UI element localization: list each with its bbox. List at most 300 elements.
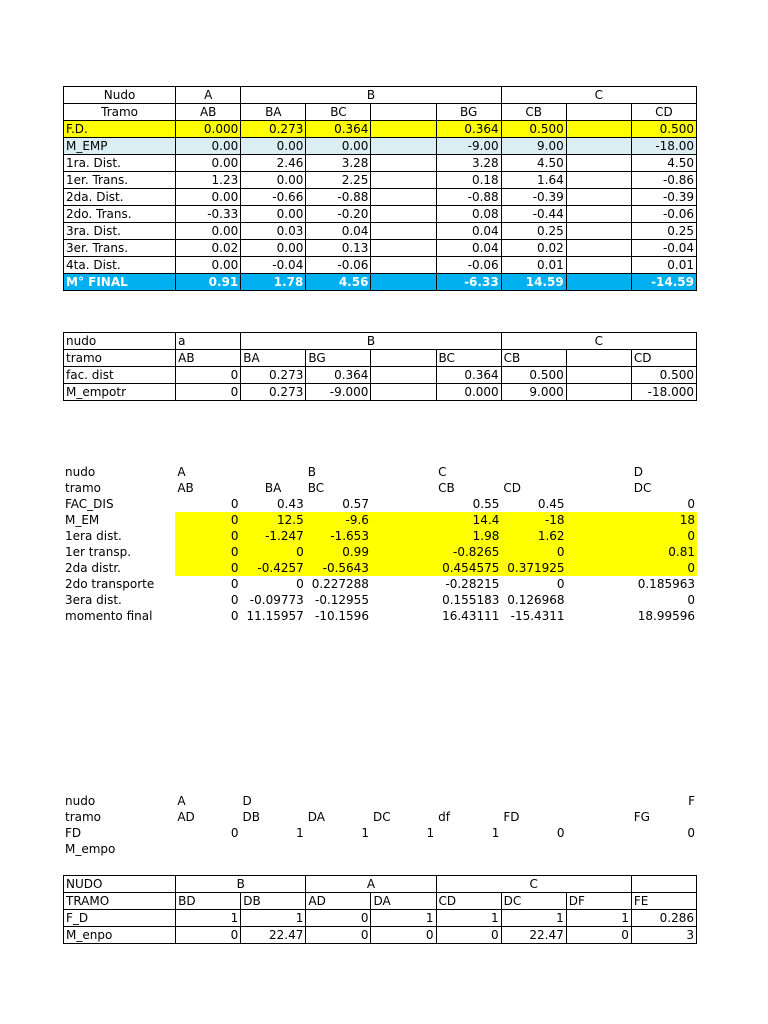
- cell: [566, 206, 631, 223]
- cell: [567, 496, 632, 512]
- cell: -18: [501, 512, 566, 528]
- cell: 1: [501, 910, 566, 927]
- cell: BD: [176, 893, 241, 910]
- cell: 0: [306, 910, 371, 927]
- cell: 0.273: [241, 367, 306, 384]
- table3-row: [63, 544, 697, 560]
- cell: 0.155183: [442, 592, 500, 607]
- cell: nudo: [64, 333, 176, 350]
- cell: -0.06: [436, 257, 501, 274]
- cell: 3.28: [306, 155, 371, 172]
- cell: Tramo: [64, 104, 176, 121]
- cell: 0.000: [436, 384, 501, 401]
- row-label: tramo: [65, 809, 102, 824]
- cell: [566, 223, 631, 240]
- cell: [371, 240, 436, 257]
- cell: 18: [632, 512, 697, 528]
- cell: [436, 841, 501, 857]
- cell: 1: [361, 825, 369, 840]
- cell: 0.364: [306, 367, 371, 384]
- cell: 1.78: [241, 274, 306, 291]
- distribution-table-3: [63, 464, 697, 624]
- cell: -18.000: [631, 384, 696, 401]
- cell: CD: [631, 104, 696, 121]
- table3-row: [63, 496, 697, 512]
- cell: 0: [632, 560, 697, 576]
- cell: [306, 841, 371, 857]
- table2-header-row: [64, 333, 697, 350]
- cell: 0.01: [501, 257, 566, 274]
- row-label: FD: [65, 825, 82, 840]
- cell: 0.25: [501, 223, 566, 240]
- cell: A: [177, 464, 186, 479]
- cell: -0.44: [501, 206, 566, 223]
- cell: 0.55: [472, 496, 500, 511]
- cell: [566, 155, 631, 172]
- cell: 0: [175, 528, 240, 544]
- cell: DA: [371, 893, 436, 910]
- cell: [566, 138, 631, 155]
- cell: 1: [241, 910, 306, 927]
- distribution-table-5: [63, 875, 697, 944]
- cell: BG: [436, 104, 501, 121]
- cell: 0: [230, 576, 239, 591]
- cell: [567, 464, 632, 480]
- table1-row: [64, 121, 697, 138]
- cell: [371, 172, 436, 189]
- cell: 22.47: [241, 927, 306, 944]
- cell: CD: [631, 350, 696, 367]
- cell: 1: [371, 910, 436, 927]
- cell: 0: [436, 927, 501, 944]
- row-label: 1er. Trans.: [64, 172, 176, 189]
- cell: 0: [566, 927, 631, 944]
- cell: 14.4: [436, 512, 501, 528]
- cell: DA: [307, 809, 325, 824]
- cell: BA: [241, 104, 306, 121]
- cell: [567, 528, 632, 544]
- row-label: F_D: [64, 910, 176, 927]
- cell: 0: [230, 496, 239, 511]
- cell: 0.454575: [436, 560, 501, 576]
- table4-row: [63, 809, 697, 825]
- cell: [371, 576, 436, 592]
- row-label: M_EM: [65, 512, 100, 527]
- cell: 9.00: [501, 138, 566, 155]
- cell: CB: [501, 104, 566, 121]
- cell: -0.39: [501, 189, 566, 206]
- cell: 0.00: [176, 138, 241, 155]
- table3-row: [63, 512, 697, 528]
- cell: [371, 206, 436, 223]
- cell: 0.00: [176, 257, 241, 274]
- cell: [371, 841, 436, 857]
- cell: 0.227288: [311, 576, 369, 591]
- cell: -9.00: [436, 138, 501, 155]
- cell: FE: [631, 893, 696, 910]
- cell: 0: [230, 608, 239, 623]
- cell: 1.62: [501, 528, 566, 544]
- cell: A: [306, 876, 436, 893]
- cell: BA: [241, 350, 306, 367]
- row-label: tramo: [65, 480, 102, 495]
- cell: F: [688, 793, 695, 808]
- cell: FG: [633, 809, 650, 824]
- cell: 0.126968: [507, 592, 565, 607]
- cell: [371, 121, 436, 138]
- row-label: 2da distr.: [65, 560, 121, 575]
- cell: 1: [436, 910, 501, 927]
- cell: 0.500: [501, 121, 566, 138]
- cell: 0.364: [436, 121, 501, 138]
- cell: [371, 608, 436, 624]
- cell: 0: [556, 576, 565, 591]
- cell: -0.4257: [241, 560, 306, 576]
- cell: 0.04: [436, 240, 501, 257]
- cell: 14.59: [501, 274, 566, 291]
- cell: 0: [175, 544, 240, 560]
- cell: [566, 274, 631, 291]
- cell: 0: [241, 544, 306, 560]
- table3-row: [63, 464, 697, 480]
- cell: -0.86: [631, 172, 696, 189]
- cell: 0.43: [277, 496, 304, 511]
- cell: FD: [503, 809, 520, 824]
- table1-row: [64, 206, 697, 223]
- cell: [566, 367, 631, 384]
- cell: [567, 560, 632, 576]
- row-label: tramo: [64, 350, 176, 367]
- table4-row: [63, 841, 697, 857]
- cell: [371, 793, 436, 809]
- row-label: M_enpo: [64, 927, 176, 944]
- cell: 0.500: [631, 121, 696, 138]
- row-label: M_empotr: [64, 384, 176, 401]
- cell: [371, 274, 436, 291]
- cell: [566, 172, 631, 189]
- cell: [567, 592, 632, 608]
- cell: [175, 841, 240, 857]
- cell: [371, 257, 436, 274]
- cell: 0: [296, 576, 304, 591]
- cell: [371, 592, 436, 608]
- cell: BC: [307, 480, 325, 495]
- cell: 0.04: [306, 223, 371, 240]
- cell: 0.99: [306, 544, 371, 560]
- cell: CB: [501, 350, 566, 367]
- table1-row: [64, 155, 697, 172]
- cell: -0.33: [176, 206, 241, 223]
- cell: B: [176, 876, 306, 893]
- cell: 0: [175, 560, 240, 576]
- cell: [371, 528, 436, 544]
- cell: [371, 560, 436, 576]
- cell: [631, 876, 696, 893]
- row-label: 1ra. Dist.: [64, 155, 176, 172]
- cell: 0: [230, 592, 239, 607]
- cell: -0.09773: [249, 592, 304, 607]
- row-label: 2da. Dist.: [64, 189, 176, 206]
- distribution-table-1: [63, 86, 697, 291]
- cell: 0.00: [241, 138, 306, 155]
- row-label: 1er transp.: [65, 544, 132, 559]
- cell: 2.25: [306, 172, 371, 189]
- cell: [567, 608, 632, 624]
- cell: 16.43111: [442, 608, 500, 623]
- table3-row: [63, 576, 697, 592]
- cell: 0.03: [241, 223, 306, 240]
- row-label: 3era dist.: [65, 592, 122, 607]
- cell: [371, 496, 436, 512]
- cell: BC: [306, 104, 371, 121]
- row-label: F.D.: [64, 121, 176, 138]
- cell: DC: [372, 809, 391, 824]
- cell: [371, 155, 436, 172]
- cell: 0.364: [306, 121, 371, 138]
- cell: CB: [438, 480, 455, 495]
- cell: 0: [176, 384, 241, 401]
- table1-row: [64, 240, 697, 257]
- cell: 0.00: [241, 172, 306, 189]
- cell: [567, 480, 632, 496]
- cell: 1: [426, 825, 435, 840]
- row-label: 4ta. Dist.: [64, 257, 176, 274]
- cell: 0.01: [631, 257, 696, 274]
- cell: -15.4311: [510, 608, 565, 623]
- cell: 0: [501, 544, 566, 560]
- cell: 3: [631, 927, 696, 944]
- cell: NUDO: [64, 876, 176, 893]
- cell: [567, 544, 632, 560]
- cell: 22.47: [501, 927, 566, 944]
- cell: [566, 240, 631, 257]
- cell: AB: [176, 104, 241, 121]
- cell: 0.371925: [501, 560, 566, 576]
- cell: 0.00: [241, 206, 306, 223]
- cell: -0.66: [241, 189, 306, 206]
- cell: [501, 793, 566, 809]
- cell: -0.06: [306, 257, 371, 274]
- cell: [241, 841, 306, 857]
- cell: AD: [306, 893, 371, 910]
- cell: DF: [566, 893, 631, 910]
- cell: DC: [633, 480, 652, 495]
- row-label: 3ra. Dist.: [64, 223, 176, 240]
- cell: [371, 189, 436, 206]
- cell: 0: [687, 825, 695, 840]
- row-label: M° FINAL: [64, 274, 176, 291]
- cell: 1.64: [501, 172, 566, 189]
- cell: -0.88: [436, 189, 501, 206]
- cell: 4.56: [306, 274, 371, 291]
- cell: 0.500: [501, 367, 566, 384]
- cell: DB: [241, 893, 306, 910]
- table1-row: [64, 223, 697, 240]
- cell: [566, 121, 631, 138]
- cell: [371, 104, 436, 121]
- cell: [566, 104, 631, 121]
- row-label: 3er. Trans.: [64, 240, 176, 257]
- cell: [632, 841, 697, 857]
- cell: 0.04: [436, 223, 501, 240]
- cell: [566, 384, 631, 401]
- cell: 9.000: [501, 384, 566, 401]
- table5-row: [64, 927, 697, 944]
- cell: -9.6: [306, 512, 371, 528]
- cell: df: [438, 809, 450, 824]
- cell: [567, 793, 632, 809]
- row-label: FAC_DIS: [65, 496, 114, 511]
- table1-row: [64, 257, 697, 274]
- cell: [306, 793, 371, 809]
- cell: -9.000: [306, 384, 371, 401]
- row-label: M_empo: [65, 841, 116, 856]
- cell: -0.06: [631, 206, 696, 223]
- cell: [371, 464, 436, 480]
- cell: 3.28: [436, 155, 501, 172]
- table5-header-row: [64, 876, 697, 893]
- cell: -0.04: [631, 240, 696, 257]
- row-label: TRAMO: [64, 893, 176, 910]
- cell: 0.286: [631, 910, 696, 927]
- table2-row: [64, 367, 697, 384]
- row-label: M_EMP: [64, 138, 176, 155]
- cell: 4.50: [631, 155, 696, 172]
- cell: A: [177, 793, 186, 808]
- table4-row: [63, 793, 697, 809]
- cell: -6.33: [436, 274, 501, 291]
- cell: 0.25: [631, 223, 696, 240]
- cell: 0.00: [176, 155, 241, 172]
- table5-row: [64, 910, 697, 927]
- cell: 0: [230, 825, 239, 840]
- cell: -0.88: [306, 189, 371, 206]
- cell: BC: [436, 350, 501, 367]
- table3-row: [63, 528, 697, 544]
- cell: 0.02: [176, 240, 241, 257]
- cell: A: [176, 87, 241, 104]
- cell: [501, 841, 566, 857]
- cell: -0.12955: [315, 592, 369, 607]
- cell: [371, 367, 436, 384]
- cell: 0.00: [306, 138, 371, 155]
- cell: 0.08: [436, 206, 501, 223]
- cell: AB: [177, 480, 194, 495]
- table1-header-row-nudo: [64, 87, 697, 104]
- cell: C: [438, 464, 447, 479]
- table2-row: [64, 384, 697, 401]
- cell: [371, 138, 436, 155]
- table1-row: [64, 138, 697, 155]
- table1-row: [64, 274, 697, 291]
- row-label: nudo: [65, 793, 96, 808]
- cell: 0.00: [176, 189, 241, 206]
- cell: B: [241, 333, 501, 350]
- cell: [567, 576, 632, 592]
- cell: -0.8265: [436, 544, 501, 560]
- cell: [371, 544, 436, 560]
- cell: [501, 464, 566, 480]
- table4-row: [63, 825, 697, 841]
- row-label: momento final: [65, 608, 153, 623]
- cell: 12.5: [241, 512, 306, 528]
- cell: 0.18: [436, 172, 501, 189]
- distribution-table-4: [63, 793, 697, 857]
- table3-row: [63, 560, 697, 576]
- cell: 0.13: [306, 240, 371, 257]
- cell: 1: [566, 910, 631, 927]
- table5-row: [64, 893, 697, 910]
- cell: 0.364: [436, 367, 501, 384]
- cell: [567, 809, 632, 825]
- cell: [567, 841, 632, 857]
- cell: 0.00: [176, 223, 241, 240]
- cell: a: [176, 333, 241, 350]
- cell: [371, 384, 436, 401]
- cell: -0.04: [241, 257, 306, 274]
- row-label: nudo: [65, 464, 96, 479]
- cell: 11.15957: [246, 608, 304, 623]
- table3-row: [63, 608, 697, 624]
- cell: -0.28215: [445, 576, 500, 591]
- cell: D: [633, 464, 644, 479]
- table1-row: [64, 189, 697, 206]
- cell: -1.653: [306, 528, 371, 544]
- cell: 0: [176, 367, 241, 384]
- cell: [566, 257, 631, 274]
- cell: Nudo: [64, 87, 176, 104]
- cell: 0.185963: [637, 576, 695, 591]
- cell: 18.99596: [637, 608, 695, 623]
- cell: C: [501, 333, 696, 350]
- cell: 0.000: [176, 121, 241, 138]
- distribution-table-2: [63, 332, 697, 401]
- cell: 0: [687, 496, 695, 511]
- cell: [567, 825, 632, 841]
- table2-row: [64, 350, 697, 367]
- cell: 0: [632, 528, 697, 544]
- cell: 0: [556, 825, 565, 840]
- table3-row: [63, 592, 697, 608]
- cell: DC: [501, 893, 566, 910]
- cell: 0.91: [176, 274, 241, 291]
- cell: BG: [306, 350, 371, 367]
- cell: 1: [176, 910, 241, 927]
- cell: 0.45: [537, 496, 565, 511]
- cell: BA: [264, 480, 282, 495]
- cell: C: [436, 876, 631, 893]
- cell: -0.39: [631, 189, 696, 206]
- cell: C: [501, 87, 696, 104]
- cell: 0.00: [241, 240, 306, 257]
- cell: [241, 464, 306, 480]
- cell: 1: [296, 825, 304, 840]
- row-label: 1era dist.: [65, 528, 122, 543]
- cell: [371, 512, 436, 528]
- cell: 1.98: [436, 528, 501, 544]
- cell: [567, 512, 632, 528]
- cell: CD: [503, 480, 521, 495]
- cell: -0.5643: [306, 560, 371, 576]
- table1-row: [64, 172, 697, 189]
- cell: DB: [242, 809, 261, 824]
- cell: 0: [371, 927, 436, 944]
- cell: 0: [176, 927, 241, 944]
- cell: 0: [175, 512, 240, 528]
- cell: -10.1596: [315, 608, 369, 623]
- table1-header-row-tramo: [64, 104, 697, 121]
- cell: [566, 189, 631, 206]
